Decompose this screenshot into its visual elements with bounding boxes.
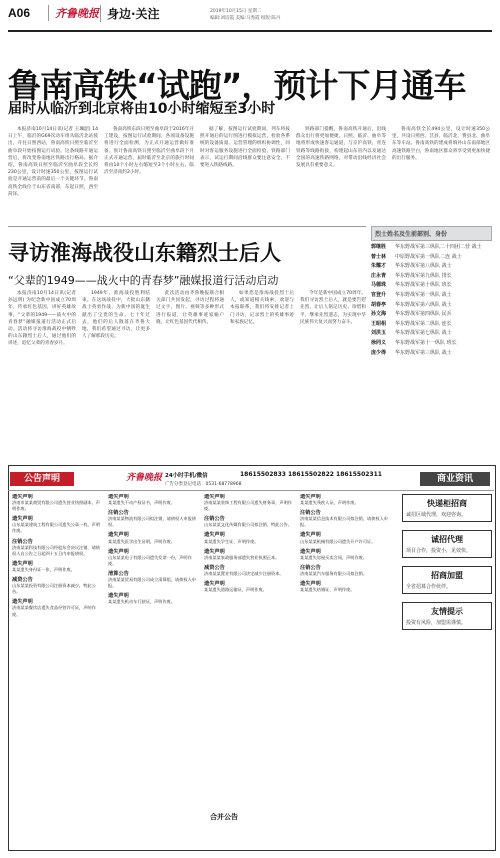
- ad-item: [300, 510, 396, 528]
- ads-banner-subline: 广告分类登记电话：0531-68778968: [165, 482, 242, 487]
- martyr-row: [371, 282, 492, 289]
- business-ad-box: [402, 602, 492, 630]
- ad-item: [12, 599, 102, 617]
- ad-item: [12, 494, 102, 512]
- ad-item-title: 注销公告: [12, 538, 33, 545]
- martyr-desc: 华东野战军第七纵队 战士: [395, 330, 452, 337]
- martyr-row: [371, 350, 492, 357]
- martyr-name: 刘洪玉: [371, 330, 387, 337]
- martyr-desc: 华东野战军第八纵队 战士: [395, 263, 452, 270]
- ad-item-title: 遗失声明: [300, 548, 321, 555]
- ad-item-title: 遗失声明: [300, 494, 321, 500]
- ads-column: [300, 494, 396, 804]
- martyr-desc: 华东野战军第十一纵队 班长: [395, 339, 457, 346]
- ad-item-title: 遗失声明: [12, 560, 33, 567]
- business-ad-text: 项目合作，投资小，见效快。: [406, 548, 472, 554]
- ad-item-text: 济南某某餐饮店遗失食品经营许可证，声明作废。: [12, 605, 96, 617]
- article1-column: 据了解，按图运行试验期间，列车将按照开通后的运行图进行模拟运营，检验各系统的设备质量、运营管理的组织协调性，同时对客运服务设施进行全面检验。铁路部门表示，试运行期间沿线群众要注意安全，不要进入铁路线路。: [200, 127, 290, 169]
- ad-item-text: 某某遗失不动产权证书，声明作废。: [108, 500, 176, 506]
- ad-item-title: 注销公告: [204, 516, 225, 523]
- ad-item-title: 遗失声明: [12, 516, 33, 523]
- merger-notice-title: 合并公告: [210, 813, 238, 821]
- ad-item: [12, 577, 102, 595]
- ad-item: [204, 516, 294, 528]
- ad-item-text: 某某遗失身份证一张，声明作废。: [12, 566, 75, 572]
- ad-item-text: 某某遗失医学出生证明，声明作废。: [108, 538, 176, 544]
- ad-item: [204, 549, 294, 561]
- ad-item-title: 遗失声明: [108, 593, 129, 600]
- business-info-label: 商业资讯: [420, 472, 490, 486]
- ad-item: [108, 593, 198, 605]
- ad-item: [108, 571, 198, 589]
- business-ad-text: 投资有风险，加盟需谨慎。: [406, 620, 467, 626]
- ad-item-title: 注销公告: [300, 564, 321, 571]
- martyr-desc: 华东野战军第三纵队 战士: [395, 349, 452, 356]
- ad-item: [108, 532, 198, 544]
- martyr-name: 孙文海: [371, 311, 387, 318]
- section-title: 身边·关注: [100, 5, 160, 22]
- ad-item-title: 注销公告: [108, 510, 129, 517]
- article1-column: 本报济南10月14日讯(记者 王珮韶) 14日上午，临沂的G69次动车组从临沂北站驶出，开往日照西站，鲁南高铁日照至临沂至曲阜段开始按图运行试验。这条线路开通运营后，将改变鲁南地区铁路出行格局。据介绍，鲁南高铁日照至临沂至曲阜段全长约230公里，设计时速350公里，按图运行试验是开通运营前的最后一个关键环节。鲁南高铁全线位于山东省南部，东起日照，西至菏泽。: [8, 127, 98, 197]
- divider: [8, 226, 366, 227]
- business-ad-title: 诚招代理: [431, 535, 463, 544]
- article1-subhead: 届时从临沂到北京将由10小时缩短至3小时: [8, 101, 276, 117]
- ad-item-text: 济南某某科技有限公司经股东会决议注销，请债权人自公告之日起四十五日内申报债权。: [12, 544, 100, 556]
- article1-column: 鲁南高铁全长494公里，设计时速350公里，共设日照西、莒县、临沂北、费县北、曲阜东等车站。鲁南高铁的建成将填补山东南部地区高速铁路空白，鲁南地区群众将享受到更加快捷的出行服务。: [392, 127, 490, 161]
- martyr-name: 马德珠: [371, 282, 387, 289]
- ad-item: [300, 532, 396, 544]
- ads-banner-logo: 齐鲁晚报: [126, 473, 163, 483]
- ad-item-title: 遗失声明: [204, 581, 225, 588]
- business-ad-title: 友情提示: [431, 607, 463, 616]
- business-ad-box: [402, 566, 492, 594]
- ad-item-text: 某某遗失道路运输证，声明作废。: [204, 587, 267, 593]
- ad-item: [300, 494, 396, 506]
- business-ad-text: 全省招募合作伙伴。: [406, 584, 452, 590]
- martyr-desc: 华东野战军第十纵队 班长: [395, 282, 452, 289]
- ad-item-title: 遗失声明: [108, 532, 129, 539]
- ads-right-column: [402, 494, 492, 794]
- ad-item-text: 山东某某机械有限公司遗失开户许可证。: [300, 538, 376, 544]
- ads-column: [204, 494, 294, 804]
- martyr-row: [371, 311, 492, 318]
- business-ad-box: [402, 494, 492, 522]
- divider: [8, 490, 494, 491]
- martyr-desc: 华东野战军第一纵队 战士: [395, 291, 452, 298]
- ad-item-text: 济南某某装饰工程有限公司遗失财务章，声明作废。: [204, 500, 292, 512]
- ad-item-title: 遗失声明: [108, 548, 129, 555]
- business-ad-box: [402, 530, 492, 558]
- martyr-desc: 华东野战军第四纵队 民兵: [395, 311, 452, 318]
- martyr-name: 官登升: [371, 291, 387, 298]
- ad-item-text: 山东某某投资有限公司注册资本减少，特此公告。: [12, 583, 96, 595]
- ad-item-title: 遗失声明: [204, 548, 225, 555]
- ad-item: [204, 532, 294, 544]
- martyr-name: 王昭相: [371, 320, 387, 327]
- newspaper-logo: 齐鲁晚报: [48, 5, 99, 21]
- ad-item: [300, 581, 396, 593]
- article2-subhead: “父辈的1949——战火中的青春梦”融媒报道行活动启动: [8, 274, 279, 287]
- article2-column: 如果您是淮海战役烈士后人，或知道相关线索，欢迎与本报联系，我们将安排记者上门寻访，记录烈士的英雄事迹和家族记忆。: [230, 291, 294, 325]
- ad-item-text: 济南某某汽车服务有限公司拟注销。: [300, 570, 368, 576]
- martyrs-list-title: 烈士姓名及生前部别、身份: [371, 226, 492, 241]
- article2-column: 本报济南10月14日讯(记者 孙远明) 为纪念新中国成立70周年，传承红色基因，讲好英雄故事，“父辈的1949——战火中的青春梦”融媒报道行活动正式启动。活动将寻访淮海战役中牺牲的山东籍烈士后人，通过他们的讲述，追忆父辈的青春岁月。: [8, 291, 76, 347]
- page-header: [8, 4, 492, 32]
- martyr-row: [371, 321, 492, 328]
- martyr-row: [371, 254, 492, 261]
- business-ad-title: 招商加盟: [431, 571, 463, 580]
- ad-item-title: 减资公告: [204, 564, 225, 571]
- ad-item-title: 注销公告: [300, 510, 321, 517]
- martyr-desc: 华东野战军第九纵队 排长: [395, 272, 452, 279]
- martyr-row: [371, 244, 492, 251]
- business-ad-text: 诚招区域代理，欢迎咨询。: [406, 512, 467, 518]
- ads-banner-hotline: 24小时手机/微信: [165, 473, 208, 479]
- martyr-desc: 华东野战军第二纵队 连长: [395, 320, 452, 327]
- business-ad-title: 快递柜招商: [427, 499, 467, 508]
- header-date: 2019年10月15日 星期二: [210, 9, 262, 14]
- ad-item: [204, 494, 294, 512]
- ad-item-text: 某某遗失房屋买卖合同，声明作废。: [300, 554, 368, 560]
- page-number: A06: [8, 6, 31, 20]
- martyr-row: [371, 330, 492, 337]
- ad-item-text: 山东某某文化传媒有限公司拟注销，特此公告。: [204, 522, 292, 528]
- martyr-name: 庄永青: [371, 272, 387, 279]
- martyr-row: [371, 302, 492, 309]
- martyr-name: 庞少得: [371, 349, 387, 356]
- ad-item-text: 济南某某贸易有限公司成立清算组，请债权人申报。: [108, 577, 196, 589]
- martyr-name: 徐同义: [371, 339, 387, 346]
- ad-item-title: 遗失声明: [300, 532, 321, 539]
- ad-item-title: 遗失声明: [108, 494, 129, 500]
- ad-item-title: 减资公告: [12, 577, 33, 584]
- ad-item: [12, 561, 102, 573]
- ad-item: [300, 565, 396, 577]
- ad-item-title: 遗失声明: [12, 494, 33, 500]
- martyr-desc: 中原野战军第一纵队二连 战士: [395, 253, 462, 260]
- article1-column: 鲁南高铁东段日照至曲阜段于2016年开工建设，按图运行试验期间，各项设备设施将进行全面检测，为正式开通运营做好准备。预计鲁南高铁日照至临沂至曲阜段下月正式开通运营，届时临沂至北京的旅行时间将由10个小时左右缩短至3个小时左右，临沂至济南约2小时。: [104, 127, 194, 176]
- ads-column: [12, 494, 102, 840]
- martyr-name: 胡春亭: [371, 301, 387, 308]
- article2-column: 今年是新中国成立70周年。我们寻访烈士后人，就是要告慰先烈，让后人铭记历史、珍惜和平，继承先烈遗志，为实现中华民族伟大复兴而努力奋斗。: [300, 291, 366, 325]
- ads-column: [108, 494, 198, 840]
- martyr-name: 郭继胜: [371, 244, 387, 250]
- notice-section-label: 公告声明: [10, 472, 74, 486]
- article1-headline: 鲁南高铁“试跑”，预计下月通车: [8, 66, 466, 105]
- martyr-desc: 华东野战军第三纵队二十四团二营 战士: [395, 244, 482, 250]
- martyr-row: [371, 273, 492, 280]
- ad-item: [300, 549, 396, 561]
- ad-item-text: 山东某某建筑工程有限公司遗失公章一枚，声明作废。: [12, 522, 100, 534]
- ad-item: [108, 510, 198, 528]
- ad-item-text: 山东某某电子有限公司遗失发票一份，声明作废。: [108, 554, 192, 566]
- ad-item: [108, 549, 198, 567]
- ad-item-text: 济南某某物流有限公司拟注销，请债权人申报债权。: [108, 516, 196, 528]
- martyr-desc: 华东野战军第六纵队 战士: [395, 301, 452, 308]
- ad-item-text: 某某遗失学生证，声明作废。: [204, 538, 259, 544]
- header-editors: 编辑:刘培霞 美编:马秀霞 组版:陈丹: [210, 16, 281, 21]
- ad-item: [204, 565, 294, 577]
- ad-item: [108, 494, 198, 506]
- ad-item-text: 济南某某置业有限公司决定减少注册资本。: [204, 570, 284, 576]
- ad-item-text: 济南某某信息技术有限公司拟注销，请债权人申报。: [300, 516, 388, 528]
- ad-item-text: 某某遗失残疾人证，声明作废。: [300, 500, 359, 506]
- martyr-name: 朱耀才: [371, 263, 387, 270]
- ad-item-title: 遗失声明: [12, 599, 33, 606]
- ad-item-text: 济南某某家政服务部遗失营业执照正本。: [204, 554, 280, 560]
- ad-item: [12, 539, 102, 557]
- ad-item-title: 清算公告: [108, 570, 129, 577]
- ad-item-title: 遗失声明: [204, 532, 225, 539]
- ad-item: [12, 516, 102, 534]
- martyr-row: [371, 263, 492, 270]
- martyrs-list: [371, 226, 492, 356]
- article2-column: 此次活动由齐鲁晚报联合相关部门共同发起，寻访过程将通过文字、图片、视频等多种形式进行报道，让英雄事迹家喻户晓，让红色基因代代相传。: [156, 291, 224, 325]
- ad-item: [204, 581, 294, 593]
- article1-column: 铁路部门提醒，鲁南高铁开通后，沿线群众出行将更加便捷。日照、临沂、曲阜等地将形成快速客运通道，与京沪高铁、青连铁路等线路衔接，构建起山东省内以及通达全国的高速铁路网络，对带动沿线经济社会发展具有重要意义。: [296, 127, 386, 169]
- ad-item-text: 某某遗失结婚证，声明作废。: [300, 587, 355, 593]
- ad-item-title: 遗失声明: [300, 581, 321, 588]
- martyr-name: 曾士林: [371, 253, 387, 260]
- article2-column: 1949年，淮海战役胜利结束。在这场战役中，大批山东籍战士英勇作战，为新中国的诞生献出了宝贵的生命。七十年过去，他们的后人散落在齐鲁大地，我们希望通过寻访，让更多人了解那段历史。: [82, 291, 150, 340]
- ads-banner-phones: 18615502833 18615502822 18615502311: [240, 471, 382, 478]
- ad-item-text: 某某遗失机动车行驶证，声明作废。: [108, 599, 176, 605]
- article2-headline: 寻访淮海战役山东籍烈士后人: [8, 241, 281, 265]
- martyr-row: [371, 340, 492, 347]
- ad-item-title: 遗失声明: [204, 494, 225, 500]
- martyr-row: [371, 292, 492, 299]
- ad-item-text: 济南市某某商贸有限公司遗失营业执照副本，声明作废。: [12, 500, 100, 512]
